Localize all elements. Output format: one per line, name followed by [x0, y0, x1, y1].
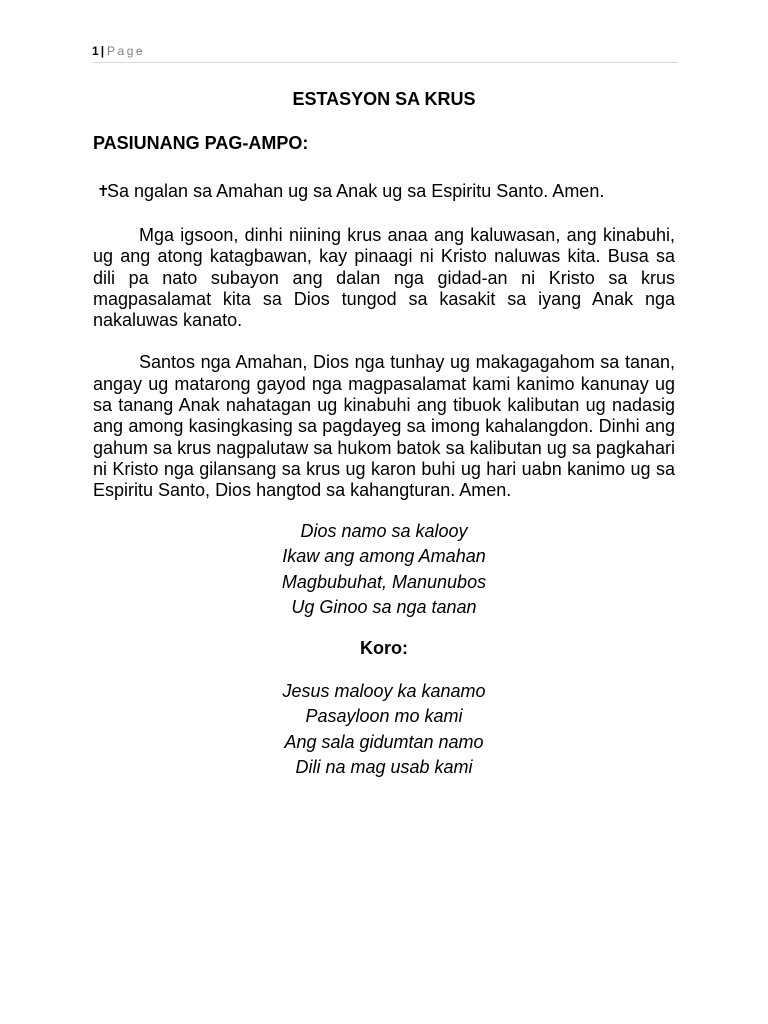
chorus-line: Dili na mag usab kami	[295, 757, 473, 778]
document-title: ESTASYON SA KRUS	[292, 89, 476, 109]
page-word: Page	[107, 44, 146, 58]
hymn-line: Ug Ginoo sa nga tanan	[291, 597, 477, 618]
hymn-line: Ikaw ang among Amahan	[282, 546, 486, 567]
section-heading: PASIUNANG PAG-AMPO:	[93, 133, 309, 153]
opening-prayer-text: Sa ngalan sa Amahan ug sa Anak ug sa Espiritu Santo. Amen.	[107, 181, 605, 201]
chorus-label: Koro:	[360, 637, 408, 658]
page-number: 1	[92, 44, 99, 58]
paragraph-2: Santos nga Amahan, Dios nga tunhay ug makagagahom sa tanan, angay ug matarong gayod nga magpasalamat kami kanimo kanunay ug sa tanang Anak nahatagan ug kinabuhi ang tibuok kalibutan ug nadasig ang among kasingkasing sa pagdayeg sa imong kahalangdon. Dinhi ang gahum sa krus nagpalutaw sa hukom batok sa kalibutan ug sa pagkahari ni Kristo nga gilansang sa krus ug karon buhi ug hari uabn kanimo ug sa Espiritu Santo, Dios hangtod sa kahangturan. Amen.	[93, 352, 675, 501]
hymn-verse	[93, 519, 675, 621]
paragraph-1: Mga igsoon, dinhi niining krus anaa ang kaluwasan, ang kinabuhi, ug ang atong katagbawan, kay pinaagi ni Kristo naluwas kita. Busa sa dili pa nato subayon ang dalan nga gidad-an ni Kristo sa krus magpasalamat kita sa Dios tungod sa kasakit sa iyang Anak nga nakaluwas kanato.	[93, 225, 675, 331]
chorus-line: Pasayloon mo kami	[305, 706, 463, 727]
hymn-line: Dios namo sa kalooy	[300, 520, 468, 541]
chorus-line: Ang sala gidumtan namo	[284, 731, 484, 752]
chorus-line: Jesus malooy ka kanamo	[282, 680, 486, 701]
page-separator: |	[100, 44, 105, 58]
chorus-verse	[93, 679, 675, 781]
document-body	[93, 88, 675, 781]
page-header	[92, 42, 678, 63]
cross-icon: ✝	[97, 183, 110, 200]
hymn-line: Magbubuhat, Manunubos	[281, 571, 487, 592]
opening-prayer	[93, 179, 675, 204]
